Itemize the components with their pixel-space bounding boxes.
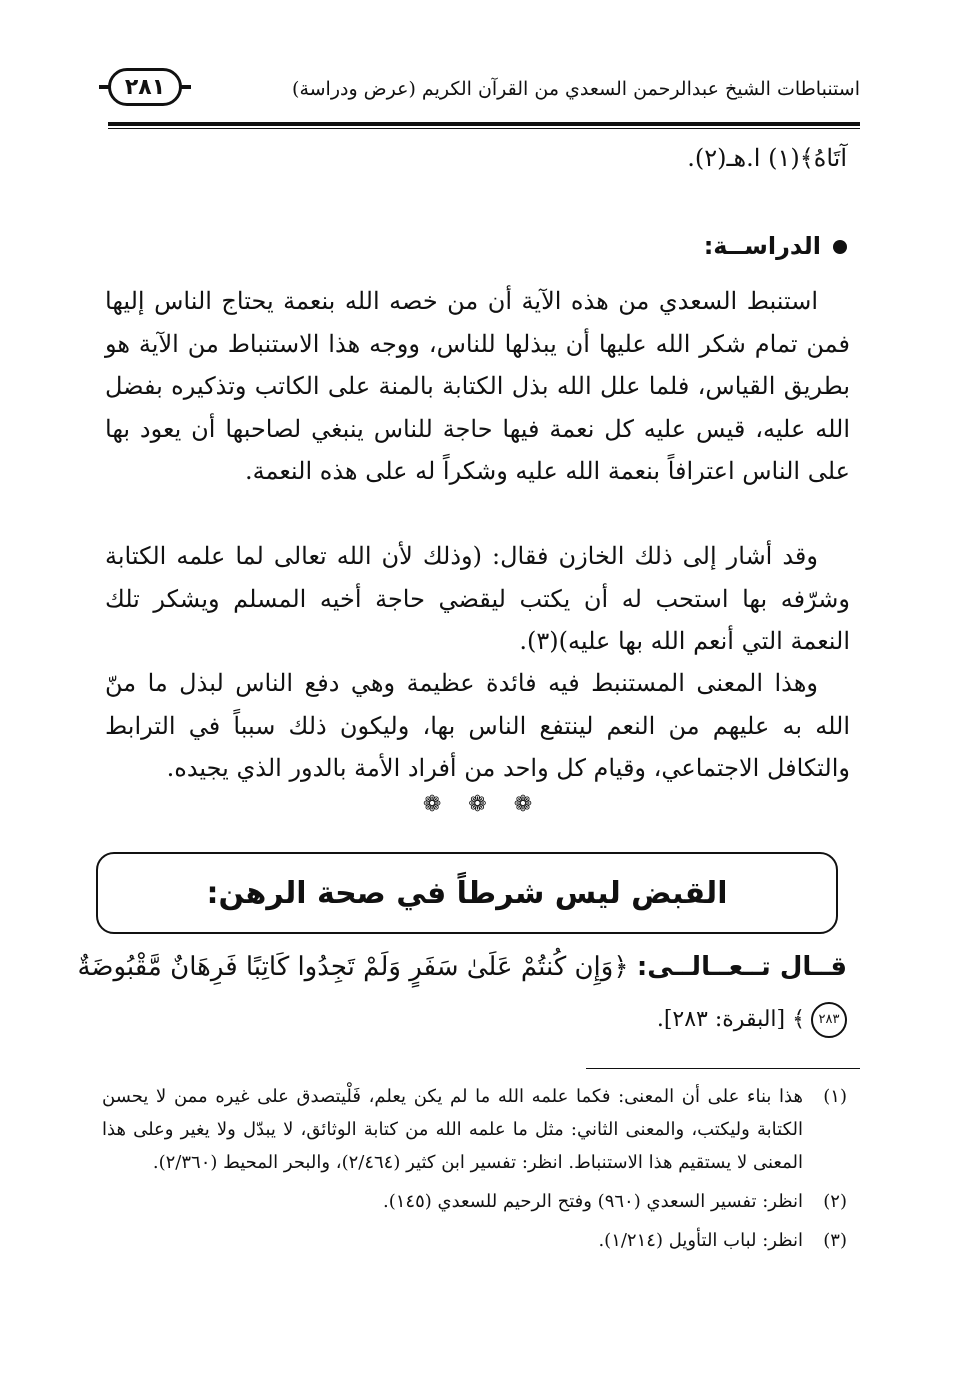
verse-lead: قــال تــعــالــى: bbox=[636, 952, 847, 982]
section-title: القبض ليس شرطاً في صحة الرهن: bbox=[206, 875, 728, 911]
verse-reference-line bbox=[657, 998, 847, 1042]
footnote-text: هذا بناء على أن المعنى: فكما علمه الله ما لم يكن يعلم، فَلْيتصدق على غيره ممن لا يحسن الكتابة وليكتب، والمعنى الثاني: مثل ما علمه الله من كتابة الوثائق، لا يبدّل ولا يغير وعلى هذا المعنى لا يستقيم هذا الاستنباط. انظر: تفسير ابن كثير (٢/٤٦٤)، والبحر المحيط (٢/٣٦٠). bbox=[102, 1086, 803, 1173]
study-paragraph-1: استنبط السعدي من هذه الآية أن من خصه الله بنعمة يحتاج الناس إليها فمن تمام شكر الله عليها أن يبذلها للناس، ووجه هذا الاستنباط من الآية هو بطريق القياس، فلما علل الله بذل الكتابة بالمنة على الكاتب وتذكيره بفضل الله عليه، قيس عليه كل نعمة فيها حاجة للناس ينبغي لصاحبها أن يعود بها على الناس اعترافاً بنعمة الله عليه وشكراً له على هذه النعمة. bbox=[105, 287, 851, 485]
study-heading-text: الدراســة: bbox=[703, 232, 821, 260]
page-number: ٢٨١ bbox=[124, 74, 166, 100]
verse-line bbox=[77, 942, 847, 992]
header-rule-thin bbox=[108, 128, 860, 129]
footnote-text: انظر: تفسير السعدي (٩٦٠) وفتح الرحيم للسعدي (١٤٥). bbox=[382, 1191, 803, 1212]
verse-reference: ﴾ [البقرة: ٢٨٣]. bbox=[656, 1007, 805, 1032]
bullet-icon bbox=[833, 240, 847, 254]
footnotes bbox=[102, 1080, 847, 1257]
footnote-1 bbox=[102, 1080, 847, 1179]
verse-text: ﴿وَإِن كُنتُمْ عَلَىٰ سَفَرٍ وَلَمْ تَجِدُوا كَاتِبًا فَرِهَانٌ مَّقْبُوضَةٌ bbox=[77, 952, 629, 982]
page-number-badge bbox=[108, 68, 182, 106]
footnote-number: (٣) bbox=[823, 1230, 847, 1251]
ayah-number-icon bbox=[811, 1002, 847, 1038]
footnote-text: انظر: لباب التأويل (١/٢١٤). bbox=[598, 1230, 803, 1251]
header-rule-thick bbox=[108, 122, 860, 126]
page-header bbox=[100, 62, 860, 122]
footnote-rule bbox=[586, 1068, 860, 1069]
study-paragraph-3: وهذا المعنى المستنبط فيه فائدة عظيمة وهي دفع الناس لبذل ما منّ الله به عليهم من النعم لينتفع الناس بها، وليكون ذلك سبباً في الترابط والتكافل الاجتماعي، وقيام كل واحد من أفراد الأمة بالدور الذي يجيده. bbox=[105, 669, 850, 782]
ayah-number: ٢٨٣ bbox=[818, 1012, 840, 1027]
footnote-3 bbox=[102, 1224, 847, 1257]
footnote-number: (١) bbox=[823, 1086, 847, 1107]
study-paragraph-2: وقد أشار إلى ذلك الخازن فقال: (وذلك لأن الله تعالى لما علمه الكتابة وشرّفه بها استحب له أن يكتب ليقضي حاجة أخيه المسلم ويشكر تلك النعمة التي أنعم الله بها عليه)(٣). bbox=[105, 542, 850, 655]
section-separator: ❁ ❁ ❁ bbox=[422, 792, 543, 817]
continuation-line: آتَاهُ﴾(١) ا.هـ(٢). bbox=[687, 144, 847, 172]
footnote-number: (٢) bbox=[823, 1191, 847, 1212]
footnote-2 bbox=[102, 1185, 847, 1218]
study-heading bbox=[704, 232, 847, 260]
running-title: استنباطات الشيخ عبدالرحمن السعدي من القرآن الكريم (عرض ودراسة) bbox=[292, 78, 860, 100]
section-title-box bbox=[96, 852, 838, 934]
